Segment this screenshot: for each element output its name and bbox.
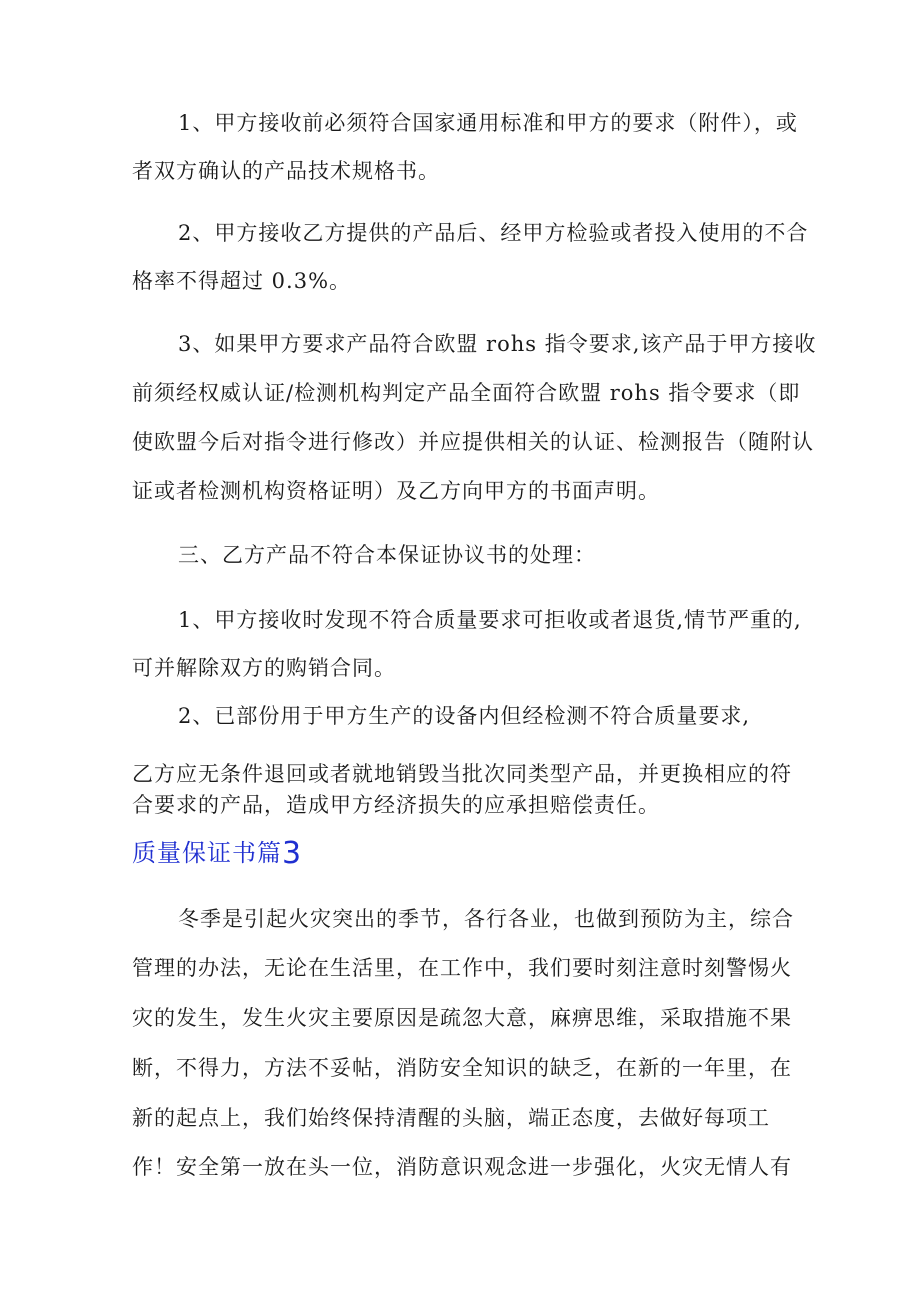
p1-line-2: 者双方确认的产品技术规格书。	[132, 159, 440, 183]
p3-line-3: 使欧盟今后对指令进行修改）并应提供相关的认证、检测报告（随附认	[132, 430, 814, 454]
article-line-3: 灾的发生，发生火灾主要原因是疏忽大意，麻痹思维，采取措施不果	[132, 1006, 792, 1030]
article-line-1: 冬季是引起火灾突出的季节，各行各业，也做到预防为主，综合	[178, 907, 794, 931]
p3-line-1: 3、如果甲方要求产品符合欧盟 rohs 指令要求,该产品于甲方接收	[178, 332, 817, 356]
p5-line-2: 乙方应无条件退回或者就地销毁当批次同类型产品，并更换相应的符	[132, 762, 792, 786]
p1-line-1: 1、甲方接收前必须符合国家通用标准和甲方的要求（附件），或	[178, 111, 798, 135]
article-line-5: 新的起点上，我们始终保持清醒的头脑，端正态度，去做好每项工	[132, 1106, 770, 1130]
p4-line-2: 可并解除双方的购销合同。	[132, 656, 396, 680]
article-line-6: 作！安全第一放在头一位，消防意识观念进一步强化，火灾无情人有	[132, 1155, 792, 1179]
heading-text: 质量保证书篇	[132, 839, 282, 867]
article-line-2: 管理的办法，无论在生活里，在工作中，我们要时刻注意时刻警惕火	[132, 956, 792, 980]
article-line-4: 断，不得力，方法不妥帖，消防安全知识的缺乏，在新的一年里，在	[132, 1056, 792, 1080]
section-3-title: 三、乙方产品不符合本保证协议书的处理：	[178, 543, 596, 567]
p2-line-1: 2、甲方接收乙方提供的产品后、经甲方检验或者投入使用的不合	[178, 221, 809, 245]
p4-line-1: 1、甲方接收时发现不符合质量要求可拒收或者退货,情节严重的,	[178, 608, 802, 632]
heading-number: 3	[282, 836, 303, 871]
section-heading	[132, 836, 302, 871]
p5-line-1: 2、已部份用于甲方生产的设备内但经检测不符合质量要求,	[178, 704, 751, 728]
p3-line-2: 前须经权威认证/检测机构判定产品全面符合欧盟 rohs 指令要求（即	[132, 381, 801, 405]
p3-line-4: 证或者检测机构资格证明）及乙方向甲方的书面声明。	[132, 479, 660, 503]
p5-line-3: 合要求的产品，造成甲方经济损失的应承担赔偿责任。	[132, 793, 660, 817]
p2-line-2: 格率不得超过 0.3%。	[132, 269, 352, 293]
